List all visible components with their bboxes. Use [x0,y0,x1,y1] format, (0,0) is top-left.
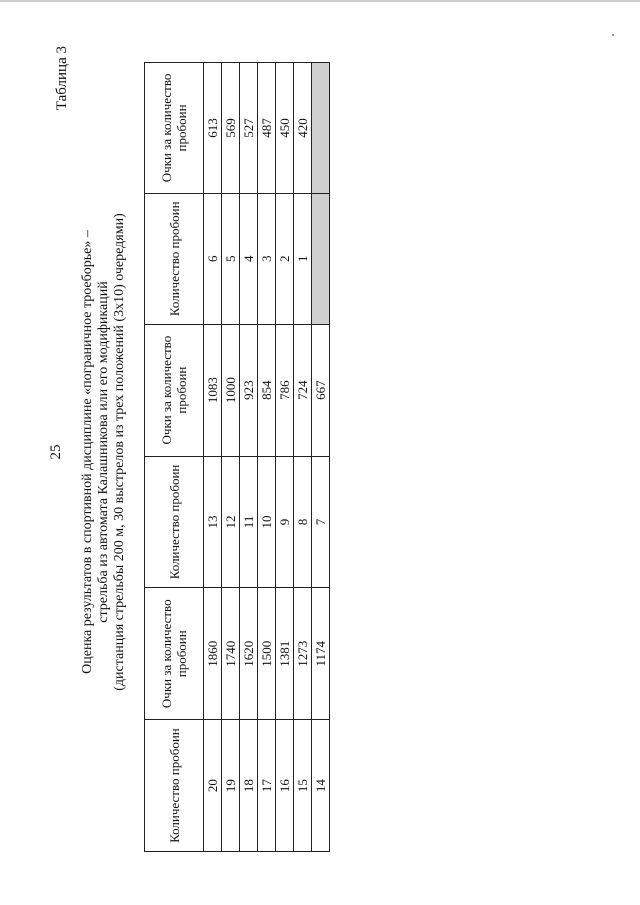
cell: 1860 [204,588,222,720]
cell: 527 [240,63,258,194]
cell: 786 [276,324,294,456]
cell: 1381 [276,588,294,720]
table-header-row [145,63,204,852]
cell: 3 [258,193,276,324]
header-points-3: Очки за количество пробоин [145,63,204,194]
cell: 1740 [222,588,240,720]
table-row [294,63,312,852]
cell: 12 [222,456,240,588]
cell: 17 [258,720,276,852]
cell: 11 [240,456,258,588]
cell: 10 [258,456,276,588]
cell: 1174 [312,588,330,720]
cell: 5 [222,193,240,324]
header-holes-3: Количество пробоин [145,193,204,324]
header-holes-2: Количество пробоин [145,456,204,588]
cell: 420 [294,63,312,194]
caption-line-1: Оценка результатов в спортивной дисциплине «пограничное троеборье» – [80,230,95,674]
cell: 19 [222,720,240,852]
caption-line-2: стрельба из автомата Калашникова или его модификаций [96,281,111,623]
cell: 1 [294,193,312,324]
scores-table [144,62,330,852]
rotated-page [20,22,620,882]
header-points-2: Очки за количество пробоин [145,324,204,456]
caption-line-3: (дистанция стрельбы 200 м, 30 выстрелов из трех положений (3х10) очередями) [112,213,127,691]
page-number: 25 [48,444,64,460]
cell: 15 [294,720,312,852]
table-row [258,63,276,852]
cell: 569 [222,63,240,194]
cell: 613 [204,63,222,194]
cell: 20 [204,720,222,852]
cell: 1500 [258,588,276,720]
cell: 6 [204,193,222,324]
table-row [276,63,294,852]
cell: 8 [294,456,312,588]
cell: 9 [276,456,294,588]
cell: 1620 [240,588,258,720]
table-row [240,63,258,852]
cell: 14 [312,720,330,852]
cell: 450 [276,63,294,194]
cell: 1083 [204,324,222,456]
cell: 923 [240,324,258,456]
cell-shaded-empty [312,193,330,324]
cell: 7 [312,456,330,588]
cell: 16 [276,720,294,852]
table-row [204,63,222,852]
cell: 18 [240,720,258,852]
cell: 1000 [222,324,240,456]
table-caption [80,22,128,882]
cell: 2 [276,193,294,324]
header-holes-1: Количество пробоин [145,720,204,852]
table-label: Таблица 3 [54,46,70,111]
scan-edge-line [0,0,640,2]
cell-shaded-empty [312,63,330,194]
header-points-1: Очки за количество пробоин [145,588,204,720]
cell: 4 [240,193,258,324]
cell: 1273 [294,588,312,720]
cell: 487 [258,63,276,194]
table-row [312,63,330,852]
cell: 13 [204,456,222,588]
cell: 854 [258,324,276,456]
cell: 724 [294,324,312,456]
cell: 667 [312,324,330,456]
table-row [222,63,240,852]
